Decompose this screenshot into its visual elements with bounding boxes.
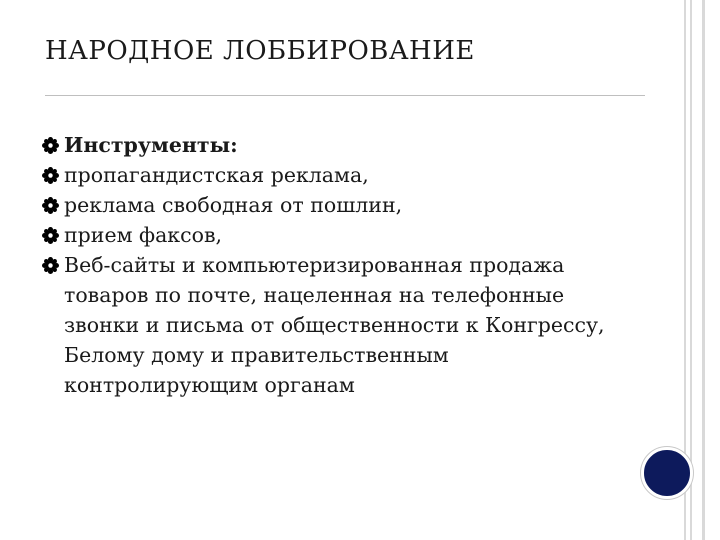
decorative-circle [641,447,693,499]
gear-flower-icon [42,167,59,184]
title-divider [45,95,645,96]
bullet-item [40,160,640,190]
bullet-item [40,220,640,250]
border-line [702,0,705,540]
border-line [690,0,692,540]
gear-flower-icon [42,137,59,154]
bullet-item [40,190,640,220]
slide-title: НАРОДНОЕ ЛОББИРОВАНИЕ [45,36,475,66]
bullet-item [40,130,640,160]
bullet-text: прием факсов, [64,223,223,247]
bullet-text: реклама свободная от пошлин, [64,193,403,217]
gear-flower-icon [42,257,59,274]
bullet-item [40,250,640,400]
bullet-text: пропагандистская реклама, [64,163,369,187]
bullet-list [40,130,640,400]
bullet-text: Веб-сайты и компьютеризированная продажа товаров по почте, нацеленная на телефонные звонки и письма от общественности к Конгрессу, Белому дому и правительственным контролирующим органам [64,253,605,397]
bullet-text: Инструменты: [64,133,238,157]
gear-flower-icon [42,227,59,244]
gear-flower-icon [42,197,59,214]
